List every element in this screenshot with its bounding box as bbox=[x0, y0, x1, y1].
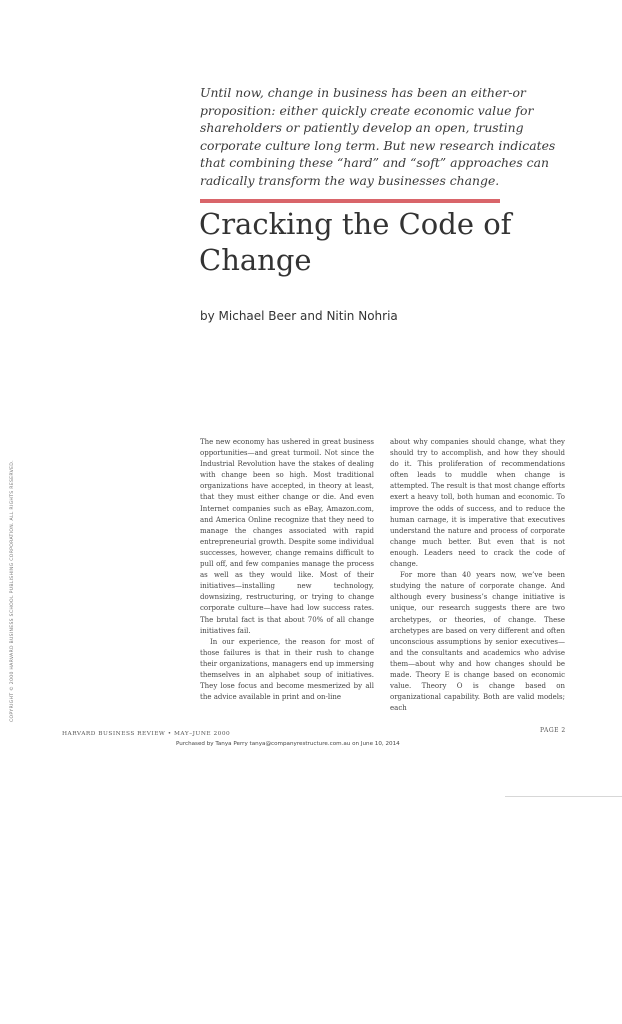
body-column-left bbox=[200, 437, 374, 703]
body-paragraph: about why companies should change, what they should try to accomplish, and how they should do it. This proliferation of recommendations often leads to muddle when change is attempted. The result is that most change efforts exert a heavy toll, both human and economic. To improve the odds of success, and to reduce the human carnage, it is imperative that executives understand the nature and process of corporate change much better. But even that is not enough. Leaders need to crack the code of change. bbox=[390, 438, 565, 569]
copyright-notice: COPYRIGHT © 2000 HARVARD BUSINESS SCHOOL PUBLISHING CORPORATION. ALL RIGHTS RESERVED. bbox=[10, 460, 15, 722]
publication-footer: HARVARD BUSINESS REVIEW • MAY–JUNE 2000 bbox=[62, 731, 231, 737]
article-title: Cracking the Code of Change bbox=[199, 207, 512, 277]
byline: by Michael Beer and Nitin Nohria bbox=[200, 309, 398, 323]
page-number: PAGE 2 bbox=[540, 727, 566, 734]
scan-artifact-line bbox=[505, 796, 622, 797]
body-paragraph: For more than 40 years now, we’ve been studying the nature of corporate change. And although every business’s change initiative is unique, our research suggests there are two archetypes, or theories, of change. These archetypes are based on very different and often unconscious assumptions by senior executives—and the consultants and academics who advise them—about why and how changes should be made. Theory E is change based on economic value. Theory O is change based on organizational capability. Both are valid models; each bbox=[390, 571, 565, 713]
body-paragraph: In our experience, the reason for most of those failures is that in their rush to change their organizations, managers end up immersing themselves in an alphabet soup of initiatives. They lose focus and become mesmerized by all the advice available in print and on-line bbox=[200, 637, 374, 702]
title-rule bbox=[200, 199, 500, 203]
purchase-notice: Purchased by Tanya Perry tanya@companyrestructure.com.au on June 10, 2014 bbox=[176, 741, 400, 747]
body-column-right bbox=[390, 437, 565, 714]
article-deck: Until now, change in business has been an either-or proposition: either quickly create economic value for shareholders or patiently develop an open, trusting corporate culture long term. But new research indicates that combining these “hard” and “soft” approaches can radically transform the way businesses change. bbox=[200, 85, 556, 188]
body-paragraph: The new economy has ushered in great business opportunities—and great turmoil. Not since the Industrial Revolution have the stakes of dealing with change been so high. Most traditional organizations have accepted, in theory at least, that they must either change or die. And even Internet companies such as eBay, Amazon.com, and America Online recognize that they need to manage the changes associated with rapid entrepreneurial growth. Despite some individual successes, however, change remains difficult to pull off, and few companies manage the process as well as they would like. Most of their initiatives—installing new technology, downsizing, restructuring, or trying to change corporate culture—have had low success rates. The brutal fact is that about 70% of all change initiatives fail. bbox=[200, 438, 374, 635]
